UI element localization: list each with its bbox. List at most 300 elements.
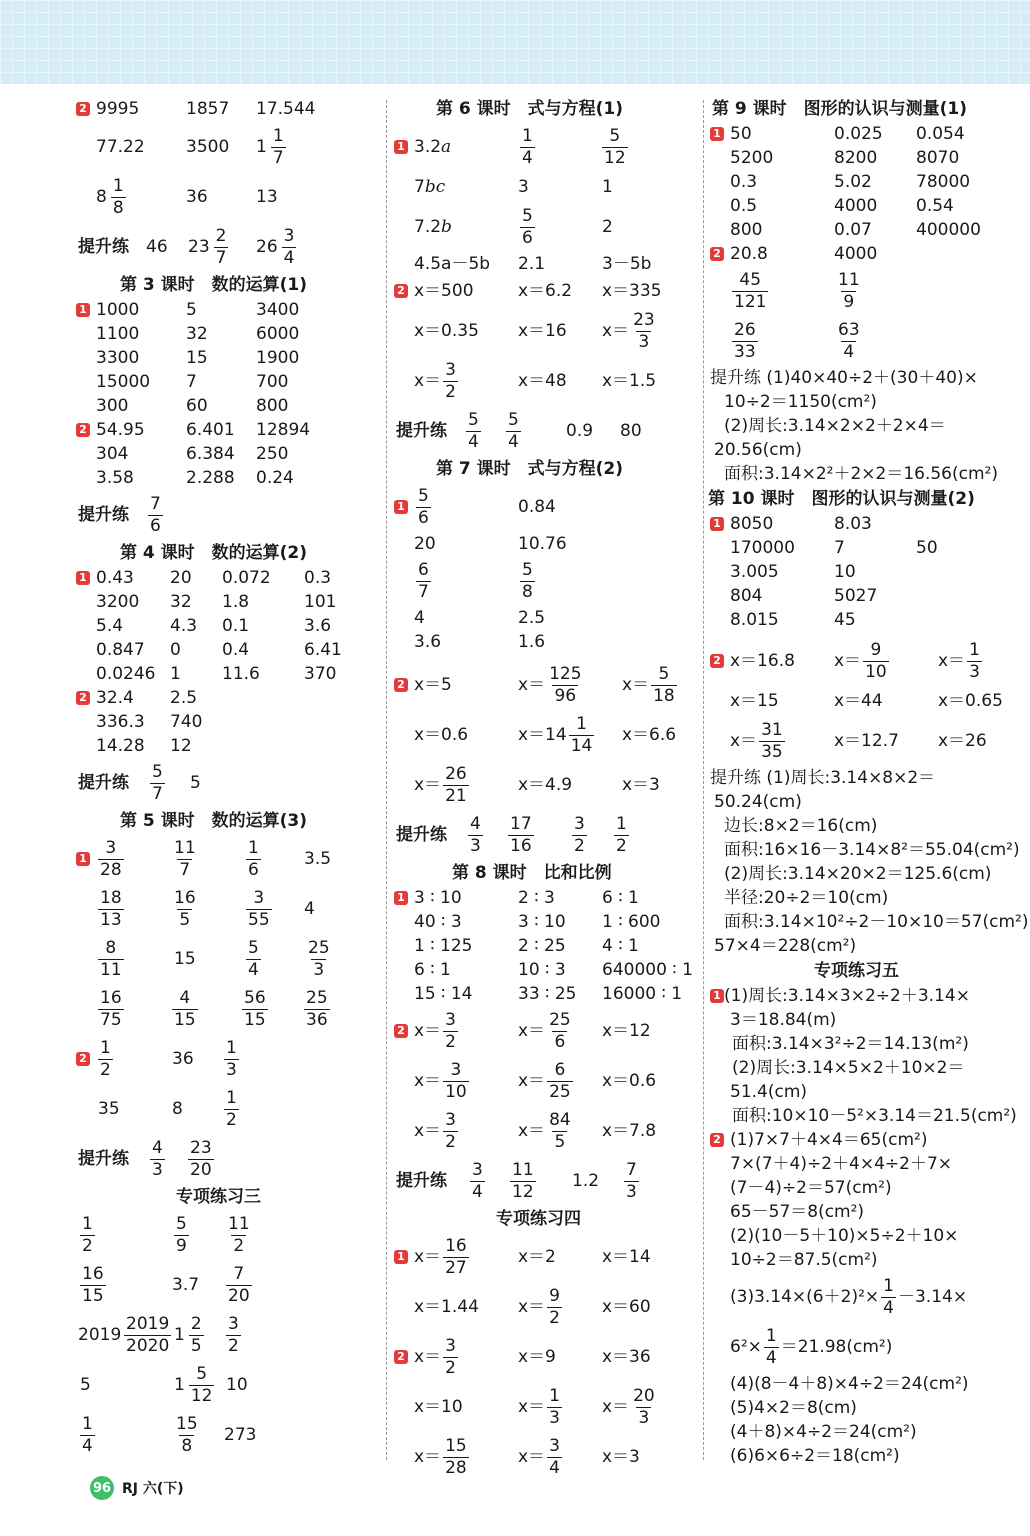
- answer-value: 5: [80, 1375, 91, 1395]
- fraction: [172, 837, 198, 880]
- fraction-cell: [172, 1410, 202, 1460]
- denominator: 10: [865, 661, 887, 682]
- numerator: 3: [253, 887, 265, 908]
- denominator: 6: [418, 507, 429, 528]
- denominator: 3: [152, 1159, 163, 1180]
- answer-value: 40 ∶ 3: [414, 912, 462, 932]
- denominator: 21: [445, 785, 467, 806]
- numerator: 1: [883, 1275, 894, 1296]
- solution-text: 提升练 (1)40×40÷2＋(30＋40)×: [710, 368, 978, 388]
- solution-text: 面积:16×16－3.14×8²＝55.04(cm²): [724, 840, 1020, 860]
- answer-value: 8.015: [730, 610, 779, 630]
- fraction-cell: [172, 1210, 191, 1260]
- fraction: [863, 639, 889, 682]
- answer-value: 2.288: [186, 468, 235, 488]
- fraction-cell: [834, 316, 864, 366]
- fraction: [732, 269, 768, 312]
- fraction-cell: [240, 984, 270, 1034]
- fraction: [98, 837, 124, 880]
- section-heading: [394, 1206, 694, 1232]
- answer-row: [710, 560, 1020, 584]
- fraction: [443, 1335, 458, 1378]
- numerator: 3: [574, 813, 585, 834]
- answer-value: 33 ∶ 25: [518, 984, 577, 1004]
- answer-row: [394, 934, 694, 958]
- answer-value: 8200: [834, 148, 878, 168]
- numerator: 4: [152, 1137, 163, 1158]
- answer-value: x＝500: [414, 281, 474, 301]
- question-number-badge: 2: [394, 1350, 408, 1364]
- mixed-number: [256, 222, 298, 272]
- numerator: 25: [308, 937, 330, 958]
- answer-row: [76, 96, 376, 122]
- fraction: [506, 409, 521, 452]
- answer-value: 4.5a－5b: [414, 254, 491, 274]
- denominator: 4: [522, 147, 533, 168]
- text-line: [710, 886, 1020, 910]
- answer-row: [710, 122, 1020, 146]
- fraction-cell: [146, 490, 165, 540]
- denominator: 20: [228, 1285, 250, 1306]
- answer-row: [76, 322, 376, 346]
- numerator: 5: [196, 1363, 208, 1384]
- fraction: [759, 719, 785, 762]
- answer-value: 50: [730, 124, 752, 144]
- answer-value: 78000: [916, 172, 971, 192]
- denominator: 4: [549, 1457, 560, 1478]
- fraction-cell: [570, 810, 589, 860]
- answer-value: x＝: [414, 1347, 442, 1367]
- denominator: 121: [734, 291, 767, 312]
- fraction: [547, 1435, 562, 1478]
- answer-row: [394, 532, 694, 556]
- numerator: 11: [228, 1213, 250, 1234]
- answer-value: 0.025: [834, 124, 883, 144]
- answer-value: 8050: [730, 514, 774, 534]
- question-number-badge: 2: [394, 284, 408, 298]
- question-number-badge: 2: [76, 691, 90, 705]
- numerator: 9: [549, 1285, 560, 1306]
- variable: bc: [424, 177, 446, 197]
- answer-value: 3－5b: [602, 254, 652, 274]
- column-3: [708, 96, 1029, 1468]
- fraction: [226, 1213, 252, 1256]
- answer-value: x＝: [414, 1447, 442, 1467]
- fraction: [614, 813, 629, 856]
- fraction: [226, 1313, 241, 1356]
- solution-text: ＝21.98(cm²): [780, 1337, 893, 1357]
- answer-value: 3.6: [414, 632, 442, 652]
- answer-value: 336.3: [96, 712, 145, 732]
- practice-label: 提升练: [78, 1149, 129, 1169]
- solution-text: 6²×: [730, 1337, 762, 1357]
- denominator: 2: [445, 1357, 456, 1378]
- answer-value: 804: [730, 586, 763, 606]
- numerator: 20: [633, 1385, 655, 1406]
- denominator: 3: [549, 1407, 560, 1428]
- denominator: 35: [761, 741, 783, 762]
- fraction: [443, 1109, 458, 1152]
- fraction: [443, 1435, 469, 1478]
- mixed-number: [188, 222, 230, 272]
- fraction: [520, 559, 535, 602]
- answer-value: 2.5: [518, 608, 546, 628]
- section-heading: [710, 958, 1020, 984]
- answer-value: 370: [304, 664, 337, 684]
- question-number-badge: 2: [76, 423, 90, 437]
- question-number-badge: 2: [710, 1133, 724, 1147]
- text-line: [710, 1372, 1020, 1396]
- fraction-cell: [186, 1134, 216, 1184]
- header-band: [0, 0, 1030, 84]
- answer-value: 46: [146, 237, 168, 257]
- answer-value: 17.544: [256, 99, 316, 119]
- answer-value: x＝335: [602, 281, 662, 301]
- denominator: 11: [100, 959, 122, 980]
- numerator: 31: [761, 719, 783, 740]
- whole-part: 1: [174, 1325, 185, 1345]
- answer-value: 15 ∶ 14: [414, 984, 473, 1004]
- text-line: [710, 390, 1020, 414]
- fraction-cell: [96, 884, 126, 934]
- fraction: [246, 837, 261, 880]
- column-1: [76, 96, 376, 1460]
- denominator: 8: [522, 581, 533, 602]
- fraction-cell: [96, 934, 126, 984]
- fraction: [188, 1137, 214, 1180]
- fraction: [547, 1059, 573, 1102]
- answer-row: [710, 686, 1020, 716]
- fraction-cell: [224, 1310, 243, 1360]
- text-line: [710, 1272, 1020, 1322]
- answer-value: 20: [170, 568, 192, 588]
- solution-text: 7×(7＋4)÷2＋4×4÷2＋7×: [730, 1154, 953, 1174]
- fraction: [111, 175, 126, 218]
- fraction: [224, 1087, 239, 1130]
- heading-text: 专项练习三: [176, 1187, 261, 1207]
- answer-value: x＝1.5: [602, 371, 657, 391]
- fraction: [470, 1159, 485, 1202]
- answer-row: [710, 266, 1020, 316]
- answer-value: 8070: [916, 148, 960, 168]
- lesson-heading: [710, 486, 1020, 512]
- fraction: [271, 125, 286, 168]
- heading-text: 第 7 课时 式与方程(2): [436, 459, 624, 479]
- answer-row: [710, 584, 1020, 608]
- lesson-heading: [76, 540, 376, 566]
- answer-value: 800: [730, 220, 763, 240]
- answer-value: 3.5: [304, 849, 332, 869]
- text-line: [710, 1396, 1020, 1420]
- answer-row: [76, 590, 376, 614]
- solution-text: 提升练 (1)周长:3.14×8×2＝: [710, 768, 936, 788]
- answer-value: x＝: [518, 1447, 546, 1467]
- answer-row: [710, 716, 1020, 766]
- answer-row: [394, 1106, 694, 1156]
- question-number-badge: 1: [710, 127, 724, 141]
- answer-value: 50: [916, 538, 938, 558]
- answer-value: 3200: [96, 592, 140, 612]
- answer-row: [394, 1232, 694, 1282]
- answer-row: [76, 442, 376, 466]
- answer-row: [710, 536, 1020, 560]
- answer-value: x＝16: [518, 321, 567, 341]
- answer-value: 45: [834, 610, 856, 630]
- numerator: 23: [633, 309, 655, 330]
- fraction-cell: [170, 834, 200, 884]
- answer-value: 5027: [834, 586, 878, 606]
- answer-row: [76, 884, 376, 934]
- denominator: 5: [190, 1335, 202, 1356]
- answer-value: 2019: [78, 1325, 122, 1345]
- answer-value: 2.1: [518, 254, 546, 274]
- numerator: 1: [226, 1037, 237, 1058]
- numerator: 5: [248, 937, 259, 958]
- solution-text: 3＝18.84(m): [730, 1010, 837, 1030]
- answer-row: [394, 760, 694, 810]
- numerator: 16: [174, 887, 196, 908]
- fraction: [226, 1263, 252, 1306]
- answer-value: 36: [186, 187, 208, 207]
- practice-row: [76, 758, 376, 808]
- answer-value: 3300: [96, 348, 140, 368]
- denominator: 4: [883, 1297, 894, 1318]
- denominator: 15: [174, 1009, 196, 1030]
- denominator: 3: [626, 1181, 637, 1202]
- answer-value: x＝: [414, 1071, 442, 1091]
- answer-value: 7: [414, 177, 425, 197]
- numerator: 84: [549, 1109, 571, 1130]
- text-line: [710, 1152, 1020, 1176]
- solution-text: 51.4(cm): [730, 1082, 808, 1102]
- question-number-badge: 1: [394, 1250, 408, 1264]
- question-number-badge: 2: [394, 1024, 408, 1038]
- fraction-cell: [506, 810, 536, 860]
- answer-value: 5.02: [834, 172, 872, 192]
- practice-label: 提升练: [78, 773, 129, 793]
- answer-row: [76, 710, 376, 734]
- numerator: 7: [233, 1263, 245, 1284]
- denominator: 2: [100, 1059, 111, 1080]
- fraction-cell: [148, 758, 167, 808]
- answer-value: x＝: [518, 1121, 546, 1141]
- practice-label: 提升练: [396, 825, 447, 845]
- numerator: 56: [244, 987, 266, 1008]
- fraction-cell: [518, 556, 537, 606]
- fraction: [547, 1109, 573, 1152]
- answer-value: 7: [186, 372, 197, 392]
- answer-row: [76, 1210, 376, 1260]
- answer-row: [710, 242, 1020, 266]
- fraction: [547, 1385, 562, 1428]
- fraction: [520, 205, 535, 248]
- fraction-cell: [730, 316, 760, 366]
- answer-value: 2.5: [170, 688, 198, 708]
- denominator: 13: [100, 909, 122, 930]
- practice-label: 提升练: [396, 421, 447, 441]
- text-line: [710, 1420, 1020, 1444]
- answer-value: 15: [174, 949, 196, 969]
- numerator: 1: [616, 813, 627, 834]
- fraction: [150, 761, 165, 804]
- fraction-cell: [244, 934, 263, 984]
- text-line: [710, 1056, 1020, 1080]
- fraction-cell: [224, 1210, 254, 1260]
- answer-row: [394, 1056, 694, 1106]
- denominator: 7: [418, 581, 429, 602]
- fraction: [468, 813, 483, 856]
- numerator: 1: [226, 1087, 237, 1108]
- numerator: 18: [100, 887, 122, 908]
- answer-value: x＝: [518, 1071, 546, 1091]
- answer-row: [710, 608, 1020, 632]
- numerator: 5: [508, 409, 519, 430]
- answer-row: [710, 316, 1020, 366]
- lesson-heading: [394, 96, 694, 122]
- text-line: [710, 790, 1020, 814]
- text-line: [710, 438, 1020, 462]
- fraction-cell: [622, 1156, 641, 1206]
- whole-part: 1: [174, 1375, 185, 1395]
- fraction-cell: [96, 1034, 115, 1084]
- answer-row: [394, 958, 694, 982]
- fraction-cell: [414, 482, 433, 532]
- denominator: 3: [313, 959, 325, 980]
- denominator: 4: [283, 247, 295, 268]
- numerator: 11: [174, 837, 196, 858]
- numerator: 3: [445, 1109, 456, 1130]
- fraction-cell: [466, 810, 485, 860]
- answer-value: 6 ∶ 1: [414, 960, 451, 980]
- answer-value: 8.03: [834, 514, 872, 534]
- solution-text: (6)6×6÷2＝18(cm²): [730, 1446, 900, 1466]
- fraction: [172, 987, 198, 1030]
- fraction: [98, 937, 124, 980]
- numerator: 1: [112, 175, 124, 196]
- fraction: [246, 887, 272, 930]
- fraction: [80, 1263, 106, 1306]
- answer-row: [394, 482, 694, 532]
- numerator: 1: [82, 1413, 93, 1434]
- fraction: [282, 225, 297, 268]
- answer-row: [76, 122, 376, 172]
- answer-value: x＝10: [414, 1397, 463, 1417]
- answer-value: 1100: [96, 324, 140, 344]
- answer-value: 0.84: [518, 497, 556, 517]
- numerator: 2: [215, 225, 227, 246]
- section-heading: [76, 1184, 376, 1210]
- question-number-badge: 1: [710, 517, 724, 531]
- answer-value: 5.4: [96, 616, 124, 636]
- text-line: [710, 414, 1020, 438]
- solution-text: (4＋8)×4÷2＝24(cm²): [730, 1422, 917, 1442]
- denominator: 18: [653, 685, 675, 706]
- answer-row: [76, 834, 376, 884]
- fraction: [764, 1325, 779, 1368]
- denominator: 6: [554, 1031, 566, 1052]
- denominator: 6: [522, 227, 533, 248]
- answer-row: [710, 636, 1020, 686]
- answer-value: x＝5: [414, 675, 452, 695]
- solution-text: 10÷2＝87.5(cm²): [730, 1250, 878, 1270]
- answer-value: 5: [190, 773, 201, 793]
- text-line: [710, 862, 1020, 886]
- answer-value: 4000: [834, 196, 878, 216]
- denominator: 3: [969, 661, 980, 682]
- answer-value: x＝: [518, 1021, 546, 1041]
- fraction-cell: [170, 984, 200, 1034]
- numerator: 1: [549, 1385, 560, 1406]
- fraction: [416, 559, 431, 602]
- answer-value: 1.6: [518, 632, 546, 652]
- fraction: [214, 225, 229, 268]
- denominator: 4: [508, 431, 519, 452]
- answer-row: [76, 1260, 376, 1310]
- answer-value: x＝12: [602, 1021, 651, 1041]
- answer-value: 6 ∶ 1: [602, 888, 639, 908]
- numerator: 1: [100, 1037, 111, 1058]
- numerator: 5: [522, 205, 533, 226]
- fraction: [547, 1009, 573, 1052]
- fraction: [631, 1385, 657, 1428]
- text-line: [710, 462, 1020, 486]
- answer-value: x＝12.7: [834, 731, 899, 751]
- denominator: 27: [445, 1257, 467, 1278]
- answer-value: 2: [602, 217, 613, 237]
- answer-value: x＝0.35: [414, 321, 479, 341]
- solution-text: 面积:3.14×2²＋2×2＝16.56(cm²): [724, 464, 998, 484]
- numerator: 1: [248, 837, 259, 858]
- solution-text: (2)(10－5＋10)×5÷2＋10×: [730, 1226, 959, 1246]
- numerator: 5: [418, 485, 429, 506]
- fraction-cell: [244, 884, 274, 934]
- fraction-cell: [504, 406, 523, 456]
- answer-value: 0.24: [256, 468, 294, 488]
- solution-text: (1)周长:3.14×3×2÷2＋3.14×: [724, 986, 970, 1006]
- answer-value: 32.4: [96, 688, 134, 708]
- answer-value: x＝6.6: [622, 725, 677, 745]
- mixed-number: [174, 1310, 206, 1360]
- answer-value: 101: [304, 592, 337, 612]
- numerator: 11: [512, 1159, 534, 1180]
- denominator: 7: [215, 247, 227, 268]
- answer-value: 0.5: [730, 196, 758, 216]
- answer-value: x＝6.2: [518, 281, 573, 301]
- answer-value: x＝7.8: [602, 1121, 657, 1141]
- answer-row: [710, 146, 1020, 170]
- answer-value: 3.7: [172, 1275, 200, 1295]
- numerator: 3: [450, 1059, 462, 1080]
- answer-value: x＝: [518, 675, 546, 695]
- denominator: 3: [638, 331, 650, 352]
- answer-value: 3400: [256, 300, 300, 320]
- answer-value: 250: [256, 444, 289, 464]
- fraction: [836, 269, 862, 312]
- text-line: [710, 766, 1020, 790]
- question-number-badge: 2: [76, 1052, 90, 1066]
- answer-row: [394, 122, 694, 172]
- answer-row: [394, 606, 694, 630]
- answer-value: 0.43: [96, 568, 134, 588]
- denominator: 8: [112, 197, 124, 218]
- answer-row: [76, 466, 376, 490]
- answer-value: 15000: [96, 372, 151, 392]
- answer-value: 1857: [186, 99, 230, 119]
- answer-value: 60: [186, 396, 208, 416]
- fraction: [148, 493, 163, 536]
- text-line: [710, 1080, 1020, 1104]
- denominator: 20: [190, 1159, 212, 1180]
